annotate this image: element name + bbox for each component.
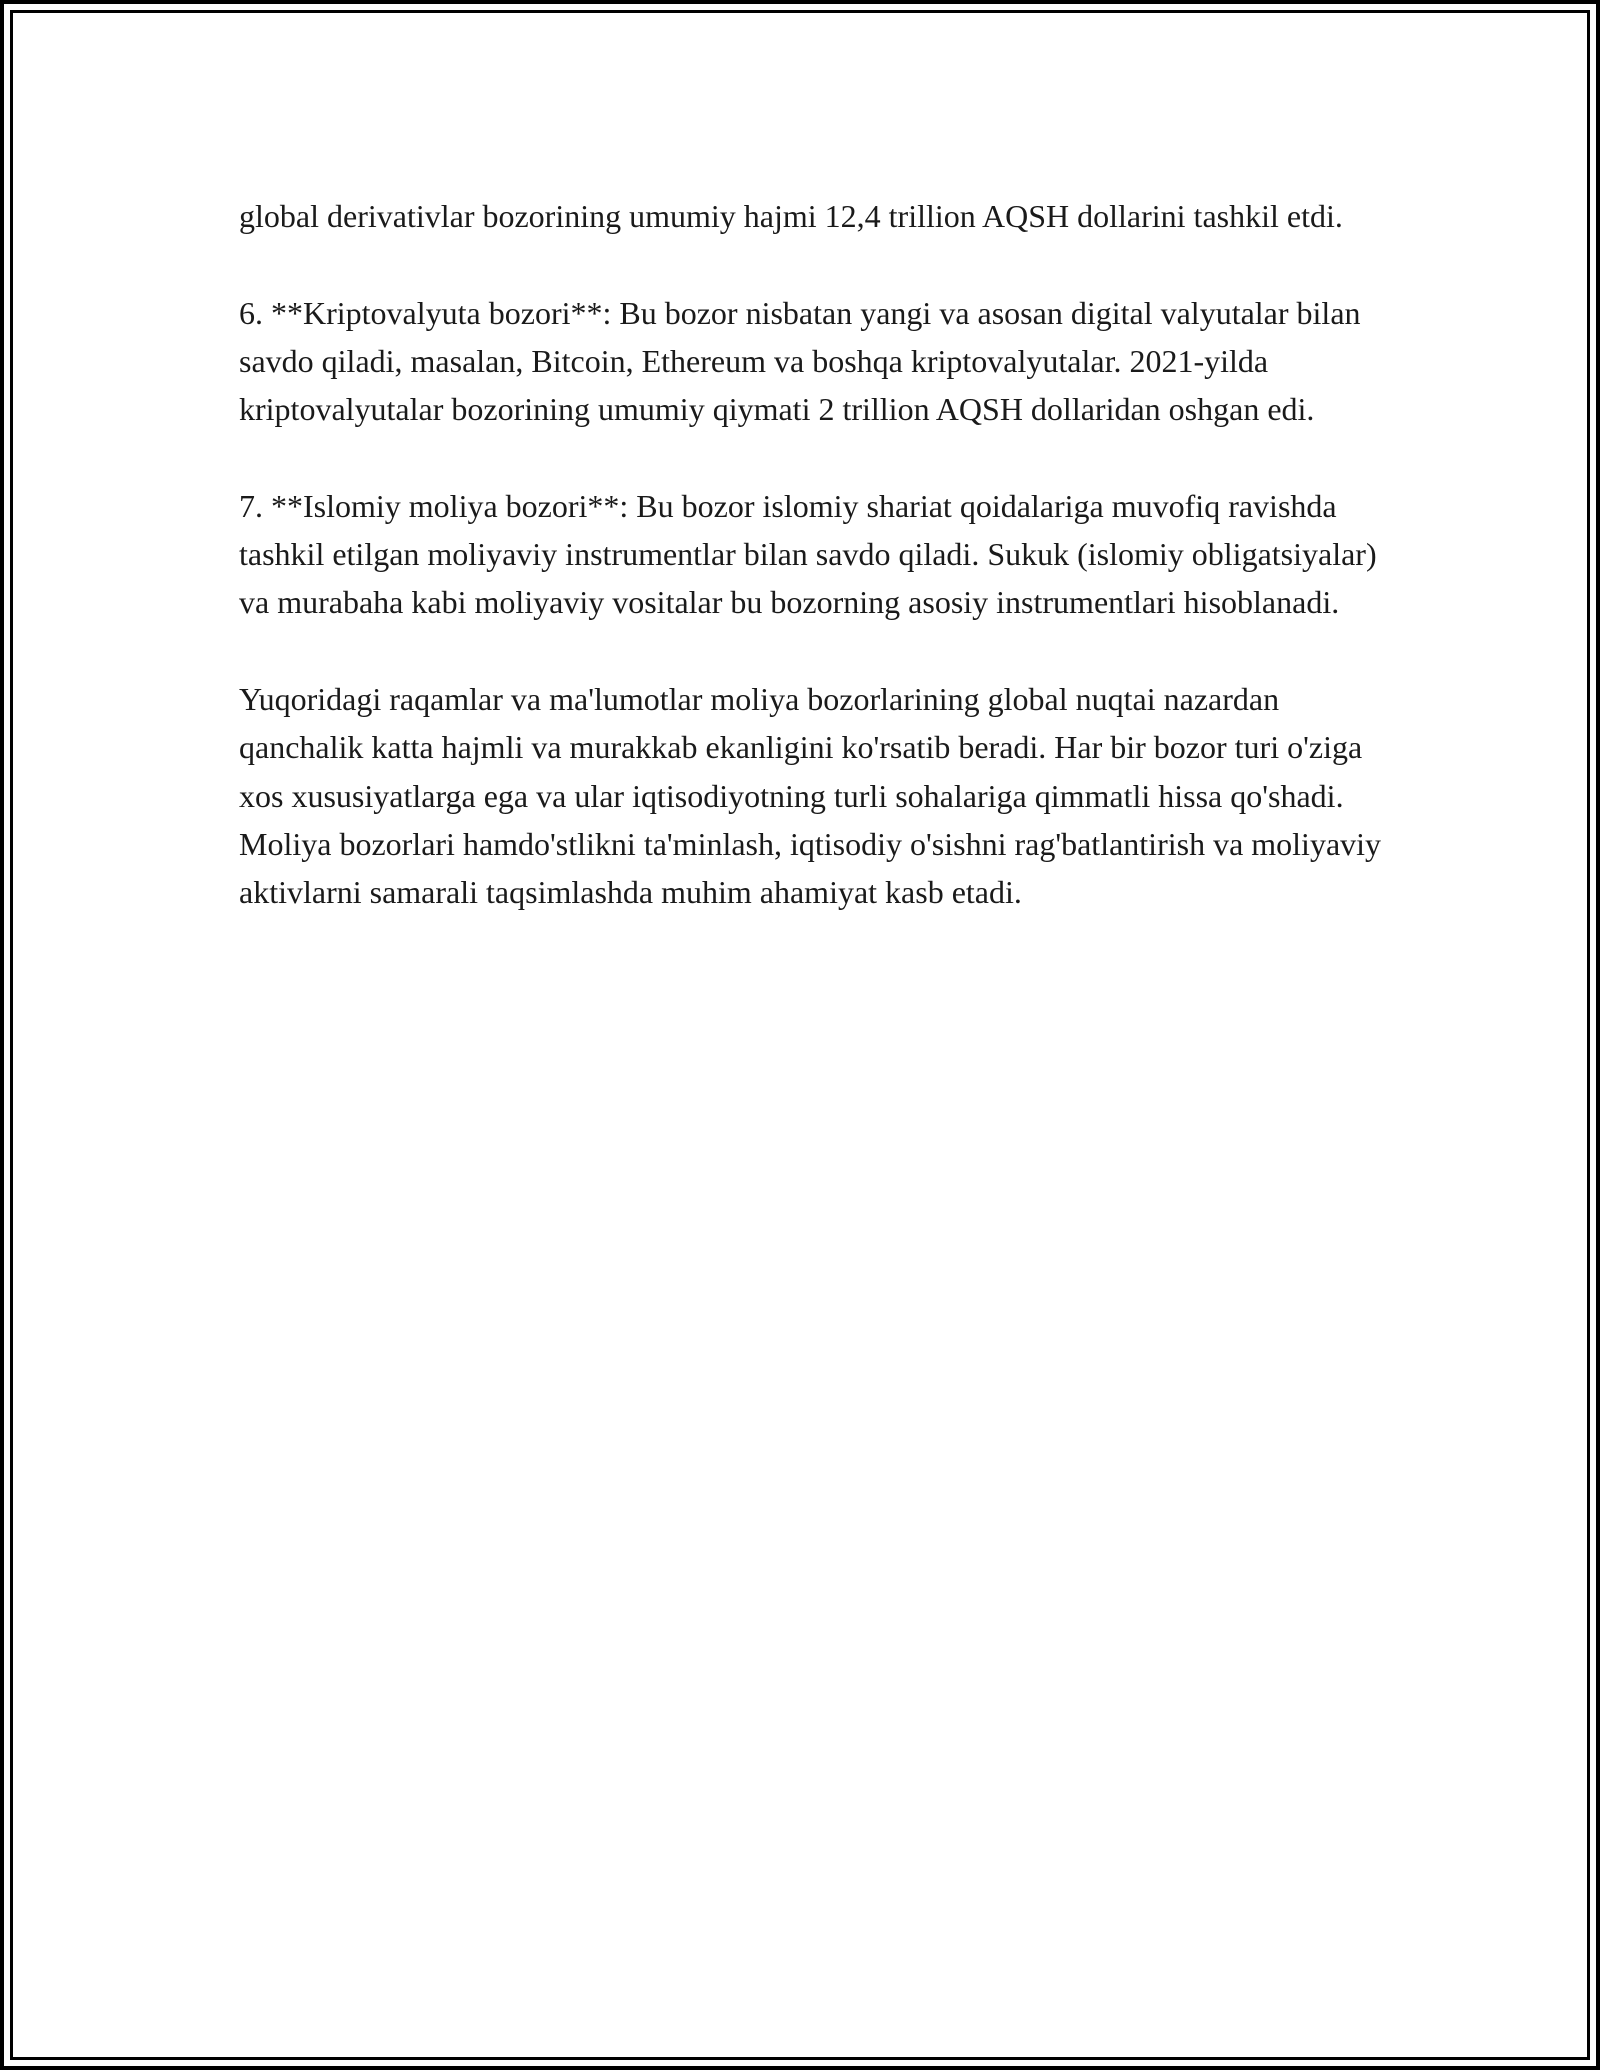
document-body [239,192,1389,916]
paragraph-crypto-market: 6. **Kriptovalyuta bozori**: Bu bozor nisbatan yangi va asosan digital valyutalar bilan savdo qiladi, masalan, Bitcoin, Ethereum va boshqa kriptovalyutalar. 2021-yilda kriptovalyutalar bozorining umumiy qiymati 2 trillion AQSH dollaridan oshgan edi. [239,294,1361,428]
paragraph-islamic-finance-market: 7. **Islomiy moliya bozori**: Bu bozor islomiy shariat qoidalariga muvofiq ravishda tashkil etilgan moliyaviy instrumentlar bilan savdo qiladi. Sukuk (islomiy obligatsiyalar) va murabaha kabi moliyaviy vositalar bu bozorning asosiy instrumentlari hisoblanadi. [239,487,1377,621]
paragraph-conclusion: Yuqoridagi raqamlar va ma'lumotlar moliya bozorlarining global nuqtai nazardan qanchalik katta hajmli va murakkab ekanligini ko'rsatib beradi. Har bir bozor turi o'ziga xos xususiyatlarga ega va ular iqtisodiyotning turli sohalariga qimmatli hissa qo'shadi. Moliya bozorlari hamdo'stlikni ta'minlash, iqtisodiy o'sishni rag'batlantirish va moliyaviy aktivlarni samarali taqsimlashda muhim ahamiyat kasb etadi. [239,680,1382,911]
paragraph-derivatives-continuation: global derivativlar bozorining umumiy hajmi 12,4 trillion AQSH dollarini tashkil etdi. [239,198,1343,234]
